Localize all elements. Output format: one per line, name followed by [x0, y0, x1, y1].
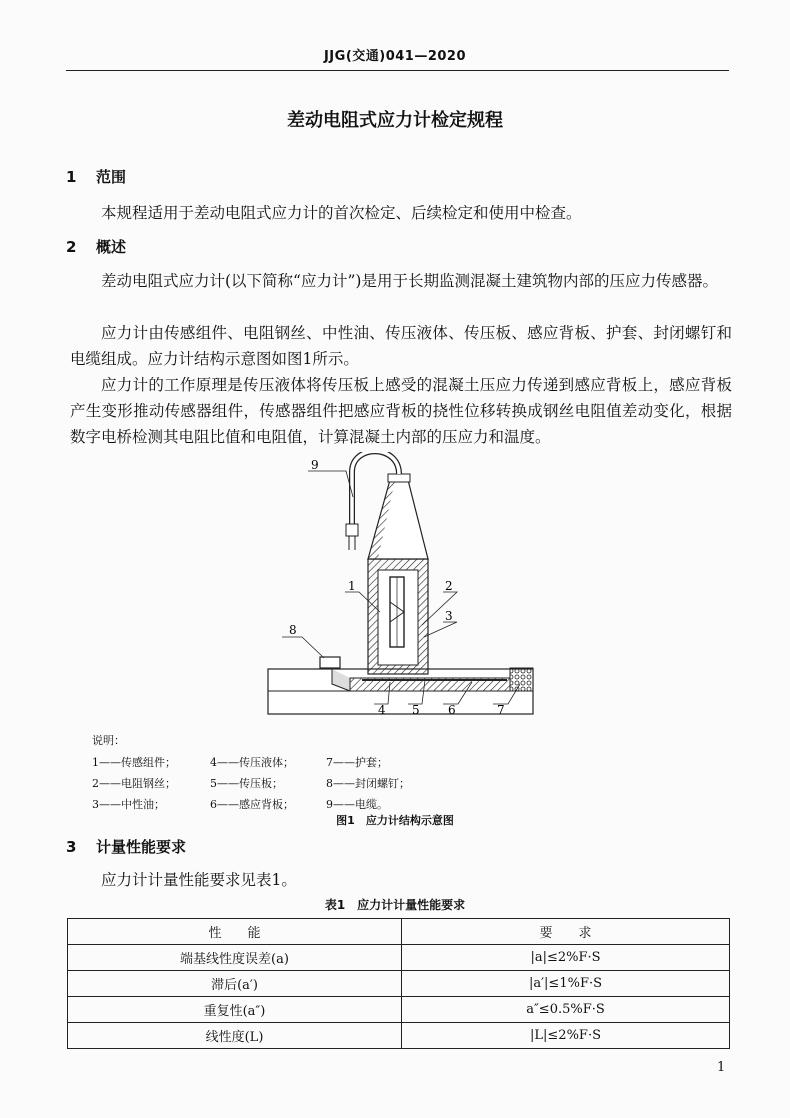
- paragraph: 本规程适用于差动电阻式应力计的首次检定、后续检定和使用中检查。: [101, 204, 582, 222]
- table-cell: 重复性(a″): [68, 997, 402, 1023]
- legend-item: 1——传感组件；: [92, 756, 176, 769]
- document-title: 差动电阻式应力计检定规程: [287, 110, 503, 131]
- figure-caption: 图1 应力计结构示意图: [336, 814, 454, 827]
- section-3-heading: [66, 836, 186, 857]
- callout-2: 2: [445, 579, 453, 593]
- column-header: 要 求: [402, 919, 730, 945]
- page-header: JJG(交通)041—2020: [323, 49, 467, 64]
- table-cell: 滞后(a′): [68, 971, 402, 997]
- table-row: [68, 1023, 730, 1049]
- table-header-row: [68, 919, 730, 945]
- legend-item: 6——感应背板；: [210, 798, 294, 811]
- table-row: [68, 945, 730, 971]
- section-2-heading: [66, 236, 126, 257]
- paragraph: 差动电阻式应力计(以下简称“应力计”)是用于长期监测混凝土建筑物内部的压应力传感器。: [101, 272, 718, 290]
- callout-8: 8: [289, 623, 297, 637]
- callout-6: 6: [448, 703, 456, 717]
- legend-item: 8——封闭螺钉；: [326, 777, 410, 790]
- callout-4: 4: [378, 703, 386, 717]
- paragraph: 应力计的工作原理是传压液体将传压板上感受的混凝土压应力传递到感应背板上，感应背板产生变形推动传感器组件，传感器组件把感应背板的挠性位移转换成钢丝电阻值差动变化，根据数字电桥检测其电阻比值和电阻值，计算混凝土内部的压应力和温度。: [70, 376, 732, 446]
- paragraph: 应力计计量性能要求见表1。: [101, 871, 297, 889]
- section-title: 范围: [96, 168, 127, 186]
- table-row: [68, 997, 730, 1023]
- legend-item: 7——护套；: [326, 756, 388, 769]
- table-cell: |L|≤2%F·S: [402, 1023, 730, 1049]
- legend-item: 3——中性油；: [92, 798, 165, 811]
- legend-item: 9——电缆。: [326, 798, 388, 811]
- table-cell: |a′|≤1%F·S: [402, 971, 730, 997]
- callout-5: 5: [412, 703, 420, 717]
- section-1-heading: [66, 166, 126, 187]
- table-cell: 端基线性度误差(a): [68, 945, 402, 971]
- table-cell: |a|≤2%F·S: [402, 945, 730, 971]
- stress-gauge-structure-diagram: [262, 452, 542, 717]
- legend-item: 4——传压液体；: [210, 756, 294, 769]
- table-row: [68, 971, 730, 997]
- table-caption: 表1 应力计计量性能要求: [324, 898, 466, 912]
- callout-7: 7: [497, 703, 505, 717]
- section-number: 3: [66, 838, 77, 856]
- header-rule: [66, 70, 729, 71]
- page-number: 1: [717, 1060, 726, 1075]
- legend-item: 5——传压板；: [210, 777, 283, 790]
- column-header: 性 能: [68, 919, 402, 945]
- paragraph: 应力计由传感组件、电阻钢丝、中性油、传压液体、传压板、感应背板、护套、封闭螺钉和电缆组成。应力计结构示意图如图1所示。: [70, 324, 732, 368]
- section-title: 计量性能要求: [96, 838, 187, 856]
- table-cell: 线性度(L): [68, 1023, 402, 1049]
- cable-cross-section: [510, 668, 533, 691]
- section-number: 2: [66, 238, 77, 256]
- section-title: 概述: [96, 238, 127, 256]
- table-cell: a″≤0.5%F·S: [402, 997, 730, 1023]
- section-number: 1: [66, 168, 77, 186]
- callout-9: 9: [311, 458, 319, 472]
- legend-item: 2——电阻钢丝；: [92, 777, 176, 790]
- performance-requirements-table: [67, 918, 730, 1049]
- sealing-screw: [320, 657, 340, 668]
- callout-3: 3: [445, 609, 453, 623]
- callout-1: 1: [348, 579, 356, 593]
- legend-title: 说明：: [92, 734, 125, 747]
